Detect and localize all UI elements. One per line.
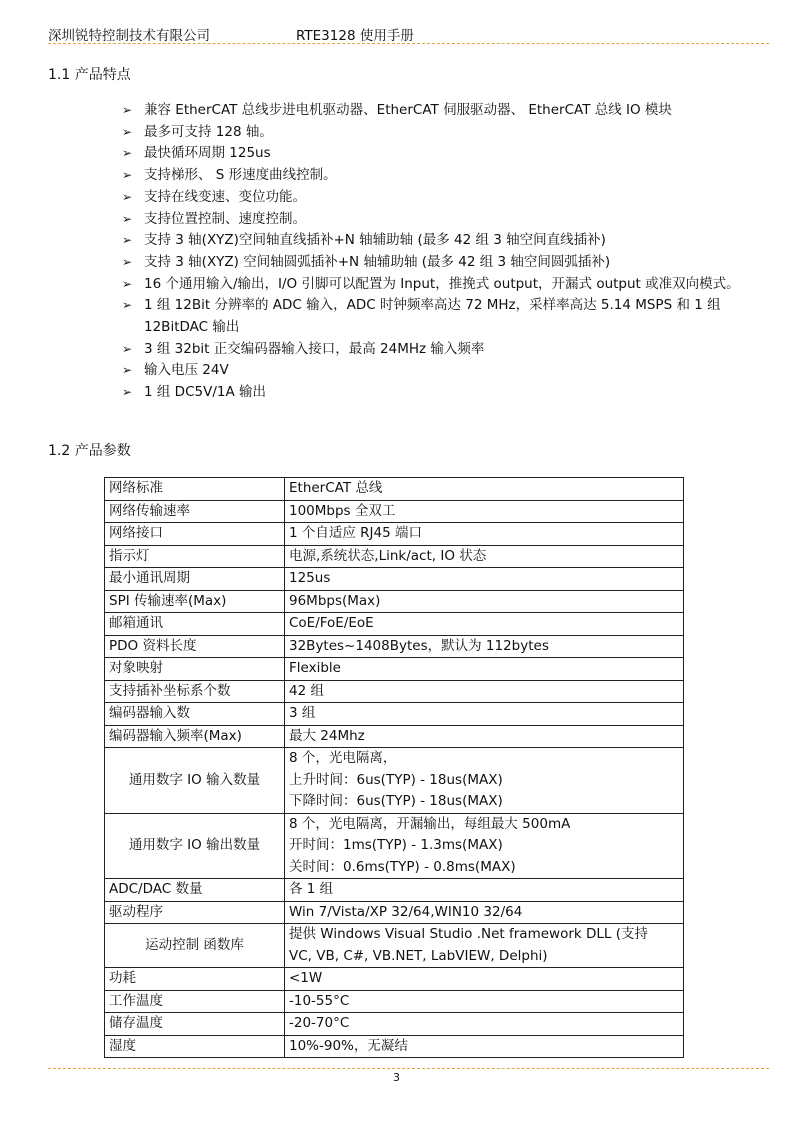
param-value <box>285 590 684 613</box>
param-label: 最小通讯周期 <box>105 568 285 591</box>
table-row <box>105 748 684 814</box>
table-row <box>105 968 684 991</box>
param-value <box>285 1013 684 1036</box>
feature-item <box>122 165 762 187</box>
param-value <box>285 478 684 501</box>
feature-item <box>122 295 762 338</box>
param-label: PDO 资料长度 <box>105 635 285 658</box>
feature-text: 支持位置控制、速度控制。 <box>144 210 306 227</box>
table-row <box>105 478 684 501</box>
table-row <box>105 813 684 879</box>
table-row <box>105 613 684 636</box>
params-table <box>104 477 684 1058</box>
param-value <box>285 568 684 591</box>
param-value <box>285 813 684 879</box>
param-value <box>285 545 684 568</box>
param-value-line: 1 个自适应 RJ45 端口 <box>289 525 423 541</box>
bullet-arrow-icon: ➢ <box>122 385 133 400</box>
param-label: 编码器输入数 <box>105 703 285 726</box>
param-value <box>285 703 684 726</box>
param-label: 支持插补坐标系个数 <box>105 680 285 703</box>
feature-text: 支持梯形、 S 形速度曲线控制。 <box>144 167 337 184</box>
table-row <box>105 879 684 902</box>
section-heading-params: 1.2 产品参数 <box>48 443 131 459</box>
param-value-line: 10%-90%，无凝结 <box>289 1037 408 1054</box>
page-number: 3 <box>393 1071 400 1084</box>
table-row <box>105 545 684 568</box>
param-label: 编码器输入频率(Max) <box>105 725 285 748</box>
param-value-line: 125us <box>289 570 331 586</box>
param-label: 指示灯 <box>105 545 285 568</box>
header-divider <box>48 43 769 44</box>
param-value-line: 3 组 <box>289 705 316 721</box>
param-label: 储存温度 <box>105 1013 285 1036</box>
param-value-line: EtherCAT 总线 <box>289 480 383 496</box>
param-label: 网络标准 <box>105 478 285 501</box>
param-label: 驱动程序 <box>105 901 285 924</box>
bullet-arrow-icon: ➢ <box>122 189 133 204</box>
table-row <box>105 590 684 613</box>
feature-text: 支持在线变速、变位功能。 <box>144 188 306 205</box>
param-value-line: 电源,系统状态,Link/act, IO 状态 <box>289 547 487 564</box>
bullet-arrow-icon: ➢ <box>122 341 133 356</box>
table-row <box>105 658 684 681</box>
table-row <box>105 680 684 703</box>
feature-text: 最快循环周期 125us <box>144 145 271 162</box>
param-value <box>285 680 684 703</box>
param-label: 网络传输速率 <box>105 500 285 523</box>
feature-item <box>122 143 762 165</box>
param-value-line: Win 7/Vista/XP 32/64,WIN10 32/64 <box>289 903 523 920</box>
document-title: RTE3128 使用手册 <box>296 28 414 44</box>
param-value-line: 最大 24Mhz <box>289 727 365 744</box>
param-value-line: 100Mbps 全双工 <box>289 502 396 519</box>
table-row <box>105 635 684 658</box>
table-row <box>105 901 684 924</box>
param-value <box>285 523 684 546</box>
table-row <box>105 990 684 1013</box>
param-value-line: 8 个，光电隔离，开漏输出，每组最大 500mA <box>289 815 571 832</box>
footer-divider <box>48 1068 769 1069</box>
param-value <box>285 725 684 748</box>
table-row <box>105 523 684 546</box>
table-row <box>105 1013 684 1036</box>
feature-text: 兼容 EtherCAT 总线步进电机驱动器、EtherCAT 伺服驱动器、 EtherCAT 总线 IO 模块 <box>144 102 672 118</box>
feature-text: 3 组 32bit 正交编码器输入接口，最高 24MHz 输入频率 <box>144 340 485 357</box>
param-value <box>285 1035 684 1058</box>
bullet-arrow-icon: ➢ <box>122 124 133 139</box>
table-row <box>105 703 684 726</box>
table-row <box>105 725 684 748</box>
bullet-arrow-icon: ➢ <box>122 146 133 161</box>
bullet-arrow-icon: ➢ <box>122 363 133 378</box>
param-label: 邮箱通讯 <box>105 613 285 636</box>
bullet-arrow-icon: ➢ <box>122 298 133 313</box>
param-value-line: -20-70°C <box>289 1015 350 1031</box>
bullet-arrow-icon: ➢ <box>122 103 133 117</box>
feature-item <box>122 230 762 252</box>
param-value <box>285 613 684 636</box>
feature-item <box>122 187 762 209</box>
feature-text: 1 组 DC5V/1A 输出 <box>144 384 266 401</box>
param-value <box>285 635 684 658</box>
param-value-line: 上升时间：6us(TYP) - 18us(MAX) <box>289 771 503 788</box>
table-row <box>105 1035 684 1058</box>
param-value-line: 42 组 <box>289 682 324 699</box>
feature-text: 16 个通用输入/输出，I/O 引脚可以配置为 Input，推挽式 output，开漏式 output 或准双向模式。 <box>144 275 740 292</box>
bullet-arrow-icon: ➢ <box>122 211 133 226</box>
param-value-line: 各 1 组 <box>289 881 334 897</box>
feature-text: 最多可支持 128 轴。 <box>144 123 273 140</box>
param-value <box>285 968 684 991</box>
param-label: 湿度 <box>105 1035 285 1058</box>
feature-item <box>122 339 762 361</box>
param-value <box>285 500 684 523</box>
param-value-line: <1W <box>289 970 323 986</box>
feature-item <box>122 252 762 274</box>
param-label: 通用数字 IO 输入数量 <box>105 748 285 814</box>
param-value <box>285 879 684 902</box>
param-label: 运动控制 函数库 <box>105 924 285 968</box>
feature-item <box>122 274 762 296</box>
feature-text: 输入电压 24V <box>144 362 229 379</box>
param-value-line: 96Mbps(Max) <box>289 592 381 609</box>
param-value <box>285 748 684 814</box>
bullet-arrow-icon: ➢ <box>122 276 133 291</box>
param-value-line: Flexible <box>289 660 341 676</box>
feature-text: 支持 3 轴(XYZ)空间轴直线插补+N 轴辅助轴 (最多 42 组 3 轴空间直线插补) <box>144 232 606 249</box>
feature-item <box>122 360 762 382</box>
param-value <box>285 658 684 681</box>
param-value <box>285 924 684 968</box>
feature-item <box>122 382 762 404</box>
feature-item <box>122 122 762 144</box>
param-value <box>285 990 684 1013</box>
param-label: SPI 传输速率(Max) <box>105 590 285 613</box>
table-row <box>105 500 684 523</box>
param-label: ADC/DAC 数量 <box>105 879 285 902</box>
company-name: 深圳锐特控制技术有限公司 <box>48 28 210 44</box>
page-header <box>48 24 753 42</box>
table-row <box>105 568 684 591</box>
feature-item <box>122 209 762 231</box>
param-value-line: CoE/FoE/EoE <box>289 615 374 631</box>
param-value-line: 下降时间：6us(TYP) - 18us(MAX) <box>289 793 503 809</box>
param-value-line: 8 个，光电隔离， <box>289 750 397 766</box>
section-heading-features: 1.1 产品特点 <box>48 67 131 83</box>
param-value-line: 32Bytes~1408Bytes，默认为 112bytes <box>289 637 549 654</box>
param-label: 通用数字 IO 输出数量 <box>105 813 285 879</box>
bullet-arrow-icon: ➢ <box>122 254 133 269</box>
param-label: 工作温度 <box>105 990 285 1013</box>
param-value <box>285 901 684 924</box>
bullet-arrow-icon: ➢ <box>122 233 133 248</box>
param-value-line: 提供 Windows Visual Studio .Net framework DLL (支持 <box>289 926 648 942</box>
param-label: 功耗 <box>105 968 285 991</box>
param-label: 对象映射 <box>105 658 285 681</box>
param-value-line: VC, VB, C#, VB.NET, LabVIEW, Delphi) <box>289 947 548 964</box>
param-value-line: 关时间：0.6ms(TYP) - 0.8ms(MAX) <box>289 858 516 875</box>
feature-text: 支持 3 轴(XYZ) 空间轴圆弧插补+N 轴辅助轴 (最多 42 组 3 轴空间圆弧插补) <box>144 253 611 270</box>
feature-item <box>122 100 762 122</box>
table-row <box>105 924 684 968</box>
features-list <box>122 100 762 404</box>
bullet-arrow-icon: ➢ <box>122 168 133 183</box>
param-value-line: -10-55°C <box>289 992 350 1009</box>
param-value-line: 开时间：1ms(TYP) - 1.3ms(MAX) <box>289 837 503 853</box>
param-label: 网络接口 <box>105 523 285 546</box>
feature-text: 1 组 12Bit 分辨率的 ADC 输入，ADC 时钟频率高达 72 MHz，采样率高达 5.14 MSPS 和 1 组 12BitDAC 输出 <box>144 297 721 336</box>
